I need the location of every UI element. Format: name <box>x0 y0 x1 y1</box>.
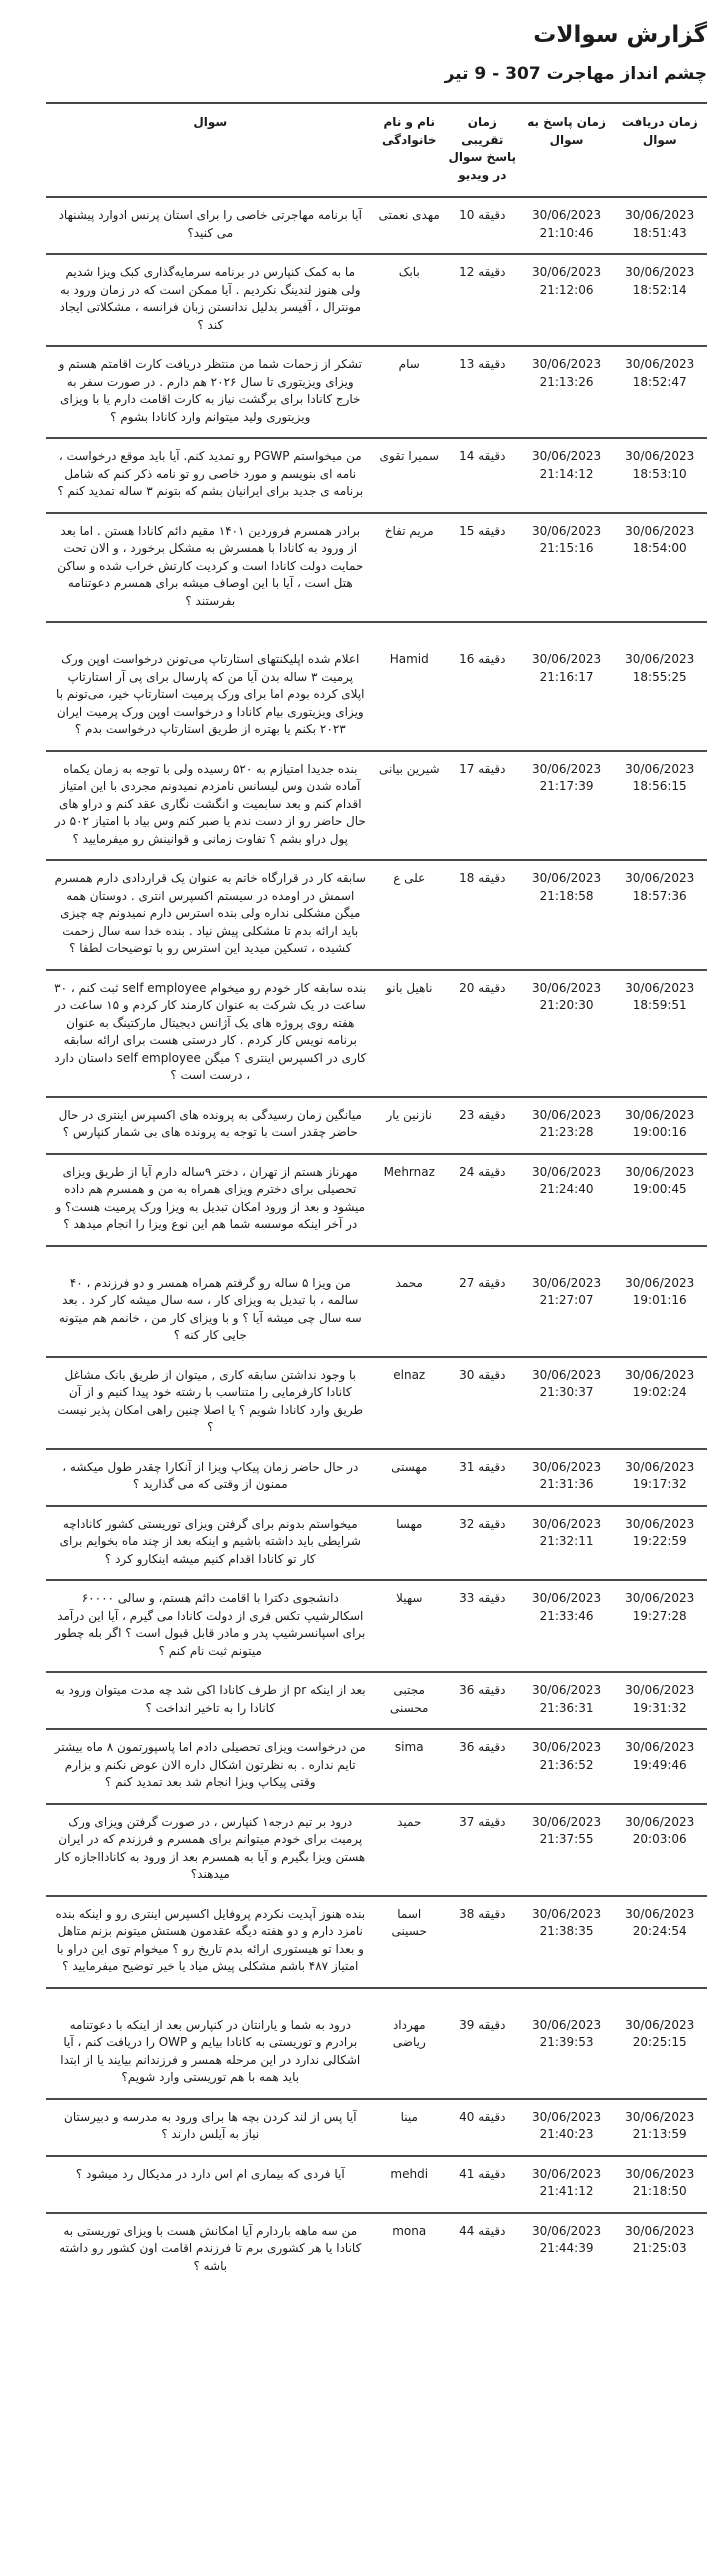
video-time-cell: دقیقه 36 <box>459 1683 506 1697</box>
answer-date: 30/06/2023 <box>531 1367 602 1382</box>
received-date: 30/06/2023 <box>625 871 695 885</box>
received-time-cell <box>612 254 707 346</box>
received-date: 30/06/2023 <box>625 1107 695 1122</box>
question-text-cell: میخواستم بدونم برای گرفتن ویزای توریستی کشور کاناداچه شرایطی باید داشته باشیم و اینکه بعد از چند ماه بخوایم برای کار تو کانادا اقدام کنیم میشه اینکارو کرد ؟ <box>59 1516 361 1566</box>
question-text-cell: من میخواستم PGWP رو تمدید کنم. آیا باید موقع درخواست ، نامه ای بنویسم و مورد خاصی رو تو نامه ذکر کنم که شامل برنامه ی جدید برای ایرانیان بشم که بتونم ۳ ساله تمدید کنم ؟ <box>57 449 364 498</box>
received-clock: 19:31:32 <box>632 1700 687 1715</box>
question-text-cell: آیا برنامه مهاجرتی خاصی را برای استان پرنس ادوارد پیشنهاد می کنید؟ <box>58 208 362 240</box>
answer-date: 30/06/2023 <box>531 871 602 885</box>
received-time-cell <box>612 1357 707 1449</box>
answer-date: 30/06/2023 <box>531 1107 602 1122</box>
questions-table-body <box>46 197 707 2286</box>
answer-time-cell <box>521 1449 613 1506</box>
question-row <box>46 1580 707 1672</box>
question-text-cell: من درخواست ویزای تحصیلی دادم اما پاسپورتمون ۸ ماه بیشتر تایم نداره . به نظرتون اشکال داره الان عوض نکنم و بزارم وقتی پیکاپ ویزا انجام شد بعد تمدید کنم ؟ <box>54 1740 366 1789</box>
question-text-cell: بنده هنوز آپدیت نکردم پروفایل اکسپرس اینتری رو و اینکه بنده نامزد دارم و دو هفته دیگه عقدمون هستش میتونم بزنم متاهل و بعدا تو هیستوری ارائه بدم تاریخ رو ؟ میخوام توی این دراو با امتیاز ۴۸۷ باشم مشکلی پیش میاد یا خیر توضیح میفرمایید ؟ <box>55 1906 366 1973</box>
answer-clock: 21:32:11 <box>539 1534 594 1548</box>
video-time-cell: دقیقه 37 <box>459 1814 506 1829</box>
answer-clock: 21:15:16 <box>539 541 594 555</box>
video-time-cell: دقیقه 12 <box>459 265 506 279</box>
column-header-answer-time: زمان پاسخ به سوال <box>527 115 606 147</box>
answer-time-cell <box>521 1672 613 1729</box>
answer-clock: 21:41:12 <box>539 2184 594 2198</box>
received-date: 30/06/2023 <box>625 1367 695 1382</box>
answer-time-cell <box>521 346 613 438</box>
video-time-cell: دقیقه 13 <box>459 357 506 371</box>
received-clock: 18:52:14 <box>632 282 687 297</box>
video-time-cell: دقیقه 23 <box>459 1107 506 1122</box>
received-clock: 19:22:59 <box>632 1534 687 1548</box>
video-time-cell: دقیقه 10 <box>459 208 506 222</box>
questions-table <box>46 102 707 2286</box>
question-row <box>46 1804 707 1896</box>
received-date: 30/06/2023 <box>625 1740 695 1754</box>
received-date: 30/06/2023 <box>625 2109 695 2124</box>
answer-time-cell <box>521 1097 613 1154</box>
question-row <box>46 254 707 346</box>
answer-clock: 21:16:17 <box>539 669 594 684</box>
answer-clock: 21:12:06 <box>539 282 594 297</box>
received-time-cell <box>612 346 707 438</box>
answer-date: 30/06/2023 <box>531 1164 602 1179</box>
question-row <box>46 197 707 254</box>
received-date: 30/06/2023 <box>625 980 695 995</box>
question-text-cell: بنده جدیدا امتیازم به ۵۲۰ رسیده ولی با توجه به زمان یکماه آماده شدن وس لیسانس نامزدم نمیدونم مجردی با این امتیاز اقدام کنم و بعد سابمیت و انگشت نگاری عقد کنم و دراو های حال حاضر رو از دست ندم یا صبر کنم وس بیاد با امتیاز ۵۰۲ در پول دراو بشم ؟ تفاوت زمانی و قوانینش رو میفرمایید ؟ <box>54 761 366 846</box>
question-row <box>46 1357 707 1449</box>
asker-name-cell: مهرداد ریاضی <box>392 2017 426 2049</box>
received-date: 30/06/2023 <box>625 265 695 279</box>
received-clock: 19:17:32 <box>632 1477 687 1491</box>
received-clock: 18:55:25 <box>632 669 687 684</box>
question-text-cell: میانگین زمان رسیدگی به پرونده های اکسپرس اینتری در حال حاضر چقدر است با توجه به پرونده های بی شمار کنپارس ؟ <box>58 1107 362 1139</box>
table-header-row <box>46 103 707 197</box>
question-row <box>46 2213 707 2287</box>
answer-date: 30/06/2023 <box>531 523 602 538</box>
video-time-cell: دقیقه 32 <box>459 1516 506 1531</box>
question-text-cell: درود بر تیم درجه۱ کنپارس ، در صورت گرفتن ویزای ورک پرمیت برای خودم میتوانم برای همسرم و فرزندم که در ایران هستن ویزا بگیرم و آیا به همسرم بعد از ورود به کانادااجازه کار میدهند؟ <box>55 1814 366 1881</box>
answer-time-cell <box>521 2099 613 2156</box>
answer-clock: 21:14:12 <box>539 466 594 481</box>
question-text-cell: من ویزا ۵ ساله رو گرفتم همراه همسر و دو فرزندم ، ۴۰ سالمه ، با تبدیل به ویزای کار ، سه سال میشه کار کرد . بعد سه سال چی میشه آیا ؟ و با ویزای کار من ، خانمم هم میتونه جایی کار کنه ؟ <box>58 1275 362 1342</box>
received-time-cell <box>612 622 707 751</box>
answer-time-cell <box>521 1729 613 1804</box>
video-time-cell: دقیقه 16 <box>459 652 506 666</box>
question-text-cell: بنده سابقه کار خودم رو میخوام self employee ثبت کنم ، ۳۰ ساعت در یک شرکت به عنوان کارمند کار کردم و ۱۵ ساعت در هفته روی پروژه های یک آژانس دیجیتال مارکتینگ به عنوان برنامه نویس کار کردم . کار درستی هست برای ارائه سابقه کاری در اکسپرس اینتری ؟ میگن self employee داستان دارد ، درست است ؟ <box>54 980 367 1082</box>
received-date: 30/06/2023 <box>625 357 695 371</box>
answer-date: 30/06/2023 <box>531 265 602 279</box>
received-time-cell <box>612 2099 707 2156</box>
video-time-cell: دقیقه 20 <box>459 980 506 995</box>
question-text-cell: آیا فردی که بیماری ام اس دارد در مدیکال رد میشود ؟ <box>75 2166 345 2181</box>
question-row <box>46 1097 707 1154</box>
received-time-cell <box>612 751 707 861</box>
received-time-cell <box>612 1506 707 1581</box>
page-subtitle: چشم انداز مهاجرت 307 - 9 تیر <box>444 64 707 84</box>
column-header-received-time: زمان دریافت سوال <box>621 115 698 147</box>
question-text-cell: درود به شما و یارانتان در کنپارس بعد از اینکه با دعوتنامه برادرم و توریستی به کانادا بیایم و OWP را دریافت کنم ، آیا اشکالی ندارد در این مرحله همسر و فرزندانم بیایند یا از ابتدا باید همه با هم توریستی وارد شویم؟ <box>60 2017 361 2084</box>
asker-name-cell: مریم تفاخ <box>384 523 434 538</box>
answer-time-cell <box>521 254 613 346</box>
received-time-cell <box>612 1988 707 2099</box>
received-time-cell <box>612 860 707 970</box>
answer-date: 30/06/2023 <box>531 2017 602 2032</box>
question-row <box>46 438 707 513</box>
received-clock: 20:03:06 <box>632 1832 687 1846</box>
answer-clock: 21:27:07 <box>539 1293 594 1307</box>
asker-name-cell: elnaz <box>393 1367 426 1382</box>
received-date: 30/06/2023 <box>625 2223 695 2238</box>
received-date: 30/06/2023 <box>625 1683 695 1697</box>
answer-date: 30/06/2023 <box>531 2109 602 2124</box>
video-time-cell: دقیقه 27 <box>459 1275 506 1290</box>
question-row <box>46 1672 707 1729</box>
question-row <box>46 346 707 438</box>
video-time-cell: دقیقه 33 <box>459 1591 506 1605</box>
received-time-cell <box>612 1449 707 1506</box>
video-time-cell: دقیقه 39 <box>459 2017 506 2032</box>
answer-time-cell <box>521 1246 613 1357</box>
question-text-cell: با وجود نداشتن سابقه کاری , میتوان از طریق بانک مشاغل کانادا کارفرمایی را متناسب با رشته خود پیدا کنیم و از آن طریق وارد کانادا شویم ؟ یا اصلا چنین راهی امکان پذیر نیست ؟ <box>57 1367 364 1434</box>
received-time-cell <box>612 2156 707 2213</box>
answer-clock: 21:36:52 <box>539 1757 594 1772</box>
video-time-cell: دقیقه 17 <box>459 761 506 776</box>
asker-name-cell: Mehrnaz <box>383 1164 435 1179</box>
column-header-name: نام و نام خانوادگی <box>381 115 437 147</box>
answer-date: 30/06/2023 <box>531 1591 602 1605</box>
answer-clock: 21:40:23 <box>539 2127 594 2141</box>
answer-date: 30/06/2023 <box>531 1683 602 1697</box>
received-clock: 19:02:24 <box>632 1385 687 1399</box>
column-header-video-time: زمان تقریبی پاسخ سوال در ویدیو <box>448 115 517 182</box>
answer-date: 30/06/2023 <box>531 761 602 776</box>
question-text-cell: سابقه کار در قرارگاه خاتم به عنوان یک قراردادی دارم همسرم اسمش در اومده در سیستم اکسپرس انتری . دوستان همه میگن مشکلی نداره ولی بنده استرس دارم نمیدونم چه چیزی باید ارائه بدم تا مشکلی پیش نیاد . بنده خدا سه سال زحمت کشیده ، تسکین میدید این استرس رو با توضیحات لطفا ؟ <box>54 871 366 955</box>
received-time-cell <box>612 1729 707 1804</box>
answer-time-cell <box>521 1988 613 2099</box>
video-time-cell: دقیقه 44 <box>459 2223 506 2238</box>
question-text-cell: برادر همسرم فروردین ۱۴۰۱ مقیم دائم کانادا هستن . اما بعد از ورود به کانادا با همسرش به مشکل برخورد ، و الان تحت حمایت دولت کانادا است و کردیت کارتش خراب شده و ساکن هتل است ، آیا با این اوصاف میشه برای همسرم دعوتنامه بفرستند ؟ <box>57 523 364 608</box>
question-text-cell: در حال حاضر زمان پیکاپ ویزا از آنکارا چقدر طول میکشه ، ممنون از وقتی که می گذارید ؟ <box>62 1459 359 1491</box>
received-time-cell <box>612 1804 707 1896</box>
asker-name-cell: نازنین یار <box>386 1107 432 1122</box>
answer-clock: 21:18:58 <box>539 888 594 903</box>
column-header-question: سوال <box>193 115 228 129</box>
received-clock: 19:27:28 <box>632 1608 687 1623</box>
received-time-cell <box>612 1580 707 1672</box>
answer-date: 30/06/2023 <box>531 1459 602 1474</box>
answer-clock: 21:37:55 <box>539 1832 594 1846</box>
question-row <box>46 860 707 970</box>
answer-time-cell <box>521 1506 613 1581</box>
video-time-cell: دقیقه 40 <box>459 2109 506 2124</box>
answer-time-cell <box>521 2156 613 2213</box>
received-clock: 18:52:47 <box>632 374 687 389</box>
asker-name-cell: مهدی نعمتی <box>378 208 440 222</box>
received-date: 30/06/2023 <box>625 2166 695 2181</box>
received-time-cell <box>612 438 707 513</box>
received-time-cell <box>612 1246 707 1357</box>
answer-clock: 21:33:46 <box>539 1608 594 1623</box>
received-time-cell <box>612 197 707 254</box>
asker-name-cell: Hamid <box>389 652 429 666</box>
question-row <box>46 2156 707 2213</box>
answer-date: 30/06/2023 <box>531 652 602 666</box>
answer-time-cell <box>521 2213 613 2287</box>
asker-name-cell: mona <box>392 2223 427 2238</box>
received-date: 30/06/2023 <box>625 1275 695 1290</box>
video-time-cell: دقیقه 36 <box>459 1740 506 1754</box>
answer-time-cell <box>521 1357 613 1449</box>
video-time-cell: دقیقه 15 <box>459 523 506 538</box>
answer-time-cell <box>521 860 613 970</box>
answer-time-cell <box>521 438 613 513</box>
received-clock: 18:51:43 <box>632 225 687 240</box>
question-text-cell: آیا پس از لند کردن بچه ها برای ورود به مدرسه و دبیرستان نیاز به آیلس دارند ؟ <box>64 2109 357 2141</box>
question-row <box>46 2099 707 2156</box>
answer-date: 30/06/2023 <box>531 1275 602 1290</box>
received-date: 30/06/2023 <box>625 1906 695 1921</box>
question-row <box>46 513 707 623</box>
asker-name-cell: حمید <box>397 1814 422 1829</box>
asker-name-cell: sima <box>394 1740 424 1754</box>
asker-name-cell: مهسا <box>396 1516 423 1531</box>
asker-name-cell: بابک <box>398 265 420 279</box>
answer-date: 30/06/2023 <box>531 980 602 995</box>
question-row <box>46 1506 707 1581</box>
received-date: 30/06/2023 <box>625 1459 695 1474</box>
received-clock: 18:53:10 <box>632 466 687 481</box>
answer-date: 30/06/2023 <box>531 1906 602 1921</box>
question-text-cell: مهرناز هستم از تهران ، دختر ۹ساله دارم آیا از طریق ویزای تحصیلی برای دخترم ویزای همراه به من و همسرم هم داده میشود و بعد از ورود امکان تبدیل به ویزا ورک پرمیت هست؟ و در آخر اینکه موسسه شما هم این نوع ویزا را انجام میدهد ؟ <box>55 1164 366 1231</box>
asker-name-cell: مینا <box>400 2109 418 2124</box>
asker-name-cell: شیرین بیانی <box>378 761 440 776</box>
question-text-cell: تشکر از زحمات شما من منتظر دریافت کارت اقامتم هستم و ویزای ویزیتوری تا سال ۲۰۲۶ هم دارم . در صورت سفر به خارج کانادا برای برگشت نیاز به کارت اقامت دارم یا با ویزای ویزیتوری ولید میتوانم وارد کانادا بشوم ؟ <box>58 357 362 424</box>
answer-date: 30/06/2023 <box>531 2223 602 2238</box>
page-title: گزارش سوالات <box>533 22 707 48</box>
answer-clock: 21:10:46 <box>539 225 594 240</box>
asker-name-cell: ناهیل بانو <box>386 980 433 995</box>
answer-clock: 21:31:36 <box>539 1477 594 1491</box>
answer-time-cell <box>521 197 613 254</box>
received-clock: 19:01:16 <box>632 1293 687 1307</box>
received-time-cell <box>612 2213 707 2287</box>
received-date: 30/06/2023 <box>625 1516 695 1531</box>
video-time-cell: دقیقه 24 <box>459 1164 506 1179</box>
question-row <box>46 1246 707 1357</box>
answer-clock: 21:38:35 <box>539 1924 594 1938</box>
video-time-cell: دقیقه 30 <box>459 1367 506 1382</box>
received-time-cell <box>612 1896 707 1988</box>
answer-time-cell <box>521 1580 613 1672</box>
answer-time-cell <box>521 513 613 623</box>
received-time-cell <box>612 1154 707 1246</box>
answer-time-cell <box>521 1804 613 1896</box>
received-clock: 21:25:03 <box>632 2241 687 2255</box>
answer-date: 30/06/2023 <box>531 1740 602 1754</box>
answer-clock: 21:39:53 <box>539 2035 594 2049</box>
answer-clock: 21:13:26 <box>539 374 594 389</box>
asker-name-cell: مهستی <box>391 1459 428 1474</box>
received-date: 30/06/2023 <box>625 523 695 538</box>
asker-name-cell: سهیلا <box>396 1591 423 1605</box>
asker-name-cell: محمد <box>395 1275 423 1290</box>
received-clock: 18:54:00 <box>632 541 687 555</box>
video-time-cell: دقیقه 38 <box>459 1906 506 1921</box>
answer-clock: 21:23:28 <box>539 1125 594 1139</box>
asker-name-cell: علی ع <box>393 871 426 885</box>
received-time-cell <box>612 1097 707 1154</box>
received-clock: 19:00:45 <box>632 1182 687 1196</box>
answer-clock: 21:44:39 <box>539 2241 594 2255</box>
answer-clock: 21:17:39 <box>539 779 594 793</box>
answer-clock: 21:24:40 <box>539 1182 594 1196</box>
question-text-cell: دانشجوی دکترا با اقامت دائم هستم، و سالی ۶۰۰۰۰ اسکالرشیپ تکس فری از دولت کانادا می گیرم ، آیا این درآمد برای اسپانسرشیپ پدر و مادر قابل قبول است ؟ اگر بله چطور میتونم ثبت نام کنم ؟ <box>55 1591 366 1658</box>
video-time-cell: دقیقه 14 <box>459 449 506 463</box>
question-text-cell: اعلام شده اپلیکنتهای استارتاپ می‌تونن درخواست اوپن ورک پرمیت ۳ ساله بدن آیا من که پارسال برای پی آر استارتاپ اپلای کرده بودم اما برای ورک پرمیت استارتاپ خیر، می‌تونم با ویزای ویزیتوری بیام کانادا و درخواست اوپن ورک پرمیت ایران ۲۰۲۳ بکنم یا بهتره از طریق استارتاپ درخواست بدم ؟ <box>56 652 365 736</box>
received-clock: 19:00:16 <box>632 1125 687 1139</box>
received-date: 30/06/2023 <box>625 449 695 463</box>
answer-date: 30/06/2023 <box>531 2166 602 2181</box>
received-clock: 20:24:54 <box>632 1924 687 1938</box>
question-row <box>46 1729 707 1804</box>
answer-time-cell <box>521 1896 613 1988</box>
asker-name-cell: mehdi <box>390 2166 429 2181</box>
answer-clock: 21:20:30 <box>539 998 594 1012</box>
answer-clock: 21:30:37 <box>539 1385 594 1399</box>
answer-time-cell <box>521 622 613 751</box>
question-row <box>46 1896 707 1988</box>
received-clock: 20:25:15 <box>632 2035 687 2049</box>
question-row <box>46 1988 707 2099</box>
answer-date: 30/06/2023 <box>531 1516 602 1531</box>
asker-name-cell: سمیرا تقوی <box>379 449 439 463</box>
answer-date: 30/06/2023 <box>531 1814 602 1829</box>
answer-date: 30/06/2023 <box>531 208 602 222</box>
asker-name-cell: مجتبی محسنی <box>389 1683 429 1715</box>
received-clock: 21:13:59 <box>632 2127 687 2141</box>
question-row <box>46 970 707 1097</box>
received-clock: 18:56:15 <box>632 779 687 793</box>
received-time-cell <box>612 1672 707 1729</box>
received-date: 30/06/2023 <box>625 1814 695 1829</box>
answer-time-cell <box>521 970 613 1097</box>
received-time-cell <box>612 970 707 1097</box>
received-date: 30/06/2023 <box>625 208 695 222</box>
video-time-cell: دقیقه 18 <box>459 871 506 885</box>
received-date: 30/06/2023 <box>625 652 695 666</box>
answer-date: 30/06/2023 <box>531 357 602 371</box>
received-clock: 21:18:50 <box>632 2184 687 2198</box>
received-clock: 18:57:36 <box>632 888 687 903</box>
question-row <box>46 751 707 861</box>
received-time-cell <box>612 513 707 623</box>
answer-date: 30/06/2023 <box>531 449 602 463</box>
video-time-cell: دقیقه 41 <box>459 2166 506 2181</box>
received-clock: 19:49:46 <box>632 1757 687 1772</box>
answer-time-cell <box>521 1154 613 1246</box>
received-date: 30/06/2023 <box>625 2017 695 2032</box>
question-text-cell: بعد از اینکه pr از طرف کانادا اکی شد چه مدت میتوان ورود به کانادا را به تاخیر انداخت ؟ <box>54 1683 366 1715</box>
question-row <box>46 1449 707 1506</box>
received-clock: 18:59:51 <box>632 998 687 1012</box>
received-date: 30/06/2023 <box>625 1164 695 1179</box>
question-row <box>46 622 707 751</box>
received-date: 30/06/2023 <box>625 761 695 776</box>
question-text-cell: ما به کمک کنپارس در برنامه سرمایه‌گذاری کبک ویزا شدیم ولی هنوز لندینگ نکردیم . آیا ممکن است که در زمان ورود به مونترال ، آفیسر بدلیل ندانستن زبان فرانسه ، مشکلاتی ایجاد کند ؟ <box>59 265 362 332</box>
video-time-cell: دقیقه 31 <box>459 1459 506 1474</box>
received-date: 30/06/2023 <box>625 1591 695 1605</box>
question-row <box>46 1154 707 1246</box>
asker-name-cell: سام <box>398 357 420 371</box>
answer-time-cell <box>521 751 613 861</box>
asker-name-cell: اسما حسینی <box>391 1906 427 1938</box>
answer-clock: 21:36:31 <box>539 1700 594 1715</box>
question-text-cell: من سه ماهه باردارم آیا امکانش هست با ویزای توریستی به کانادا یا هر کشوری برم تا فرزندم اقامت اون کشور رو داشته باشه ؟ <box>59 2223 362 2273</box>
